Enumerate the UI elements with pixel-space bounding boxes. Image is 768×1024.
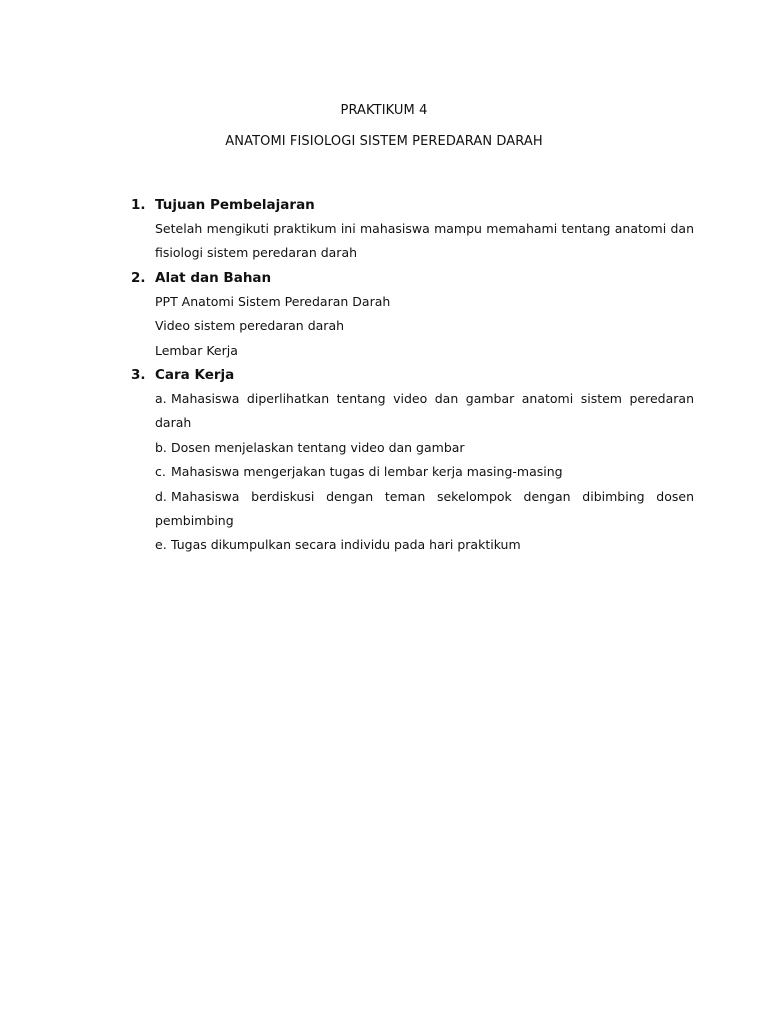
step-letter: c. xyxy=(155,464,166,480)
step-letter: a. xyxy=(155,391,167,407)
step-text: Mahasiswa mengerjakan tugas di lembar kerja masing-masing xyxy=(171,464,563,480)
section-title: Alat dan Bahan xyxy=(155,269,272,286)
section-list xyxy=(131,193,694,558)
section-title: Cara Kerja xyxy=(155,367,235,384)
section-heading xyxy=(131,266,694,290)
step-item xyxy=(155,533,694,557)
step-text: Tugas dikumpulkan secara individu pada hari praktikum xyxy=(171,537,521,553)
section-title: Tujuan Pembelajaran xyxy=(155,197,315,213)
step-item xyxy=(155,485,694,534)
material-item: PPT Anatomi Sistem Peredaran Darah xyxy=(155,293,391,309)
step-item xyxy=(155,460,694,484)
section-heading xyxy=(131,363,694,387)
section-body xyxy=(155,217,694,266)
section-heading xyxy=(131,193,694,217)
step-text: Mahasiswa berdiskusi dengan teman sekelompok dengan dibimbing dosen pembimbing xyxy=(155,488,694,529)
step-text: Mahasiswa diperlihatkan tentang video dan gambar anatomi sistem peredaran darah xyxy=(155,391,694,431)
section-body xyxy=(155,387,694,558)
step-item xyxy=(155,436,694,460)
step-letter: e. xyxy=(155,537,167,553)
step-letter: b. xyxy=(155,439,167,455)
section-alat-dan-bahan xyxy=(131,266,694,363)
section-number: 3. xyxy=(131,367,146,384)
step-text: Dosen menjelaskan tentang video dan gambar xyxy=(171,439,465,455)
section-cara-kerja xyxy=(131,363,694,558)
section-tujuan-pembelajaran xyxy=(131,193,694,266)
document-title: PRAKTIKUM 4 xyxy=(340,103,428,118)
step-letter: d. xyxy=(155,488,167,504)
material-item: Lembar Kerja xyxy=(155,342,238,358)
section-body xyxy=(155,290,694,363)
objective-paragraph: Setelah mengikuti praktikum ini mahasiswa mampu memahami tentang anatomi dan fisiologi sistem peredaran darah xyxy=(155,221,694,261)
material-item: Video sistem peredaran darah xyxy=(155,318,345,334)
step-item xyxy=(155,387,694,436)
section-number: 1. xyxy=(131,197,146,213)
section-number: 2. xyxy=(131,269,146,286)
document-subtitle: ANATOMI FISIOLOGI SISTEM PEREDARAN DARAH xyxy=(225,134,543,149)
